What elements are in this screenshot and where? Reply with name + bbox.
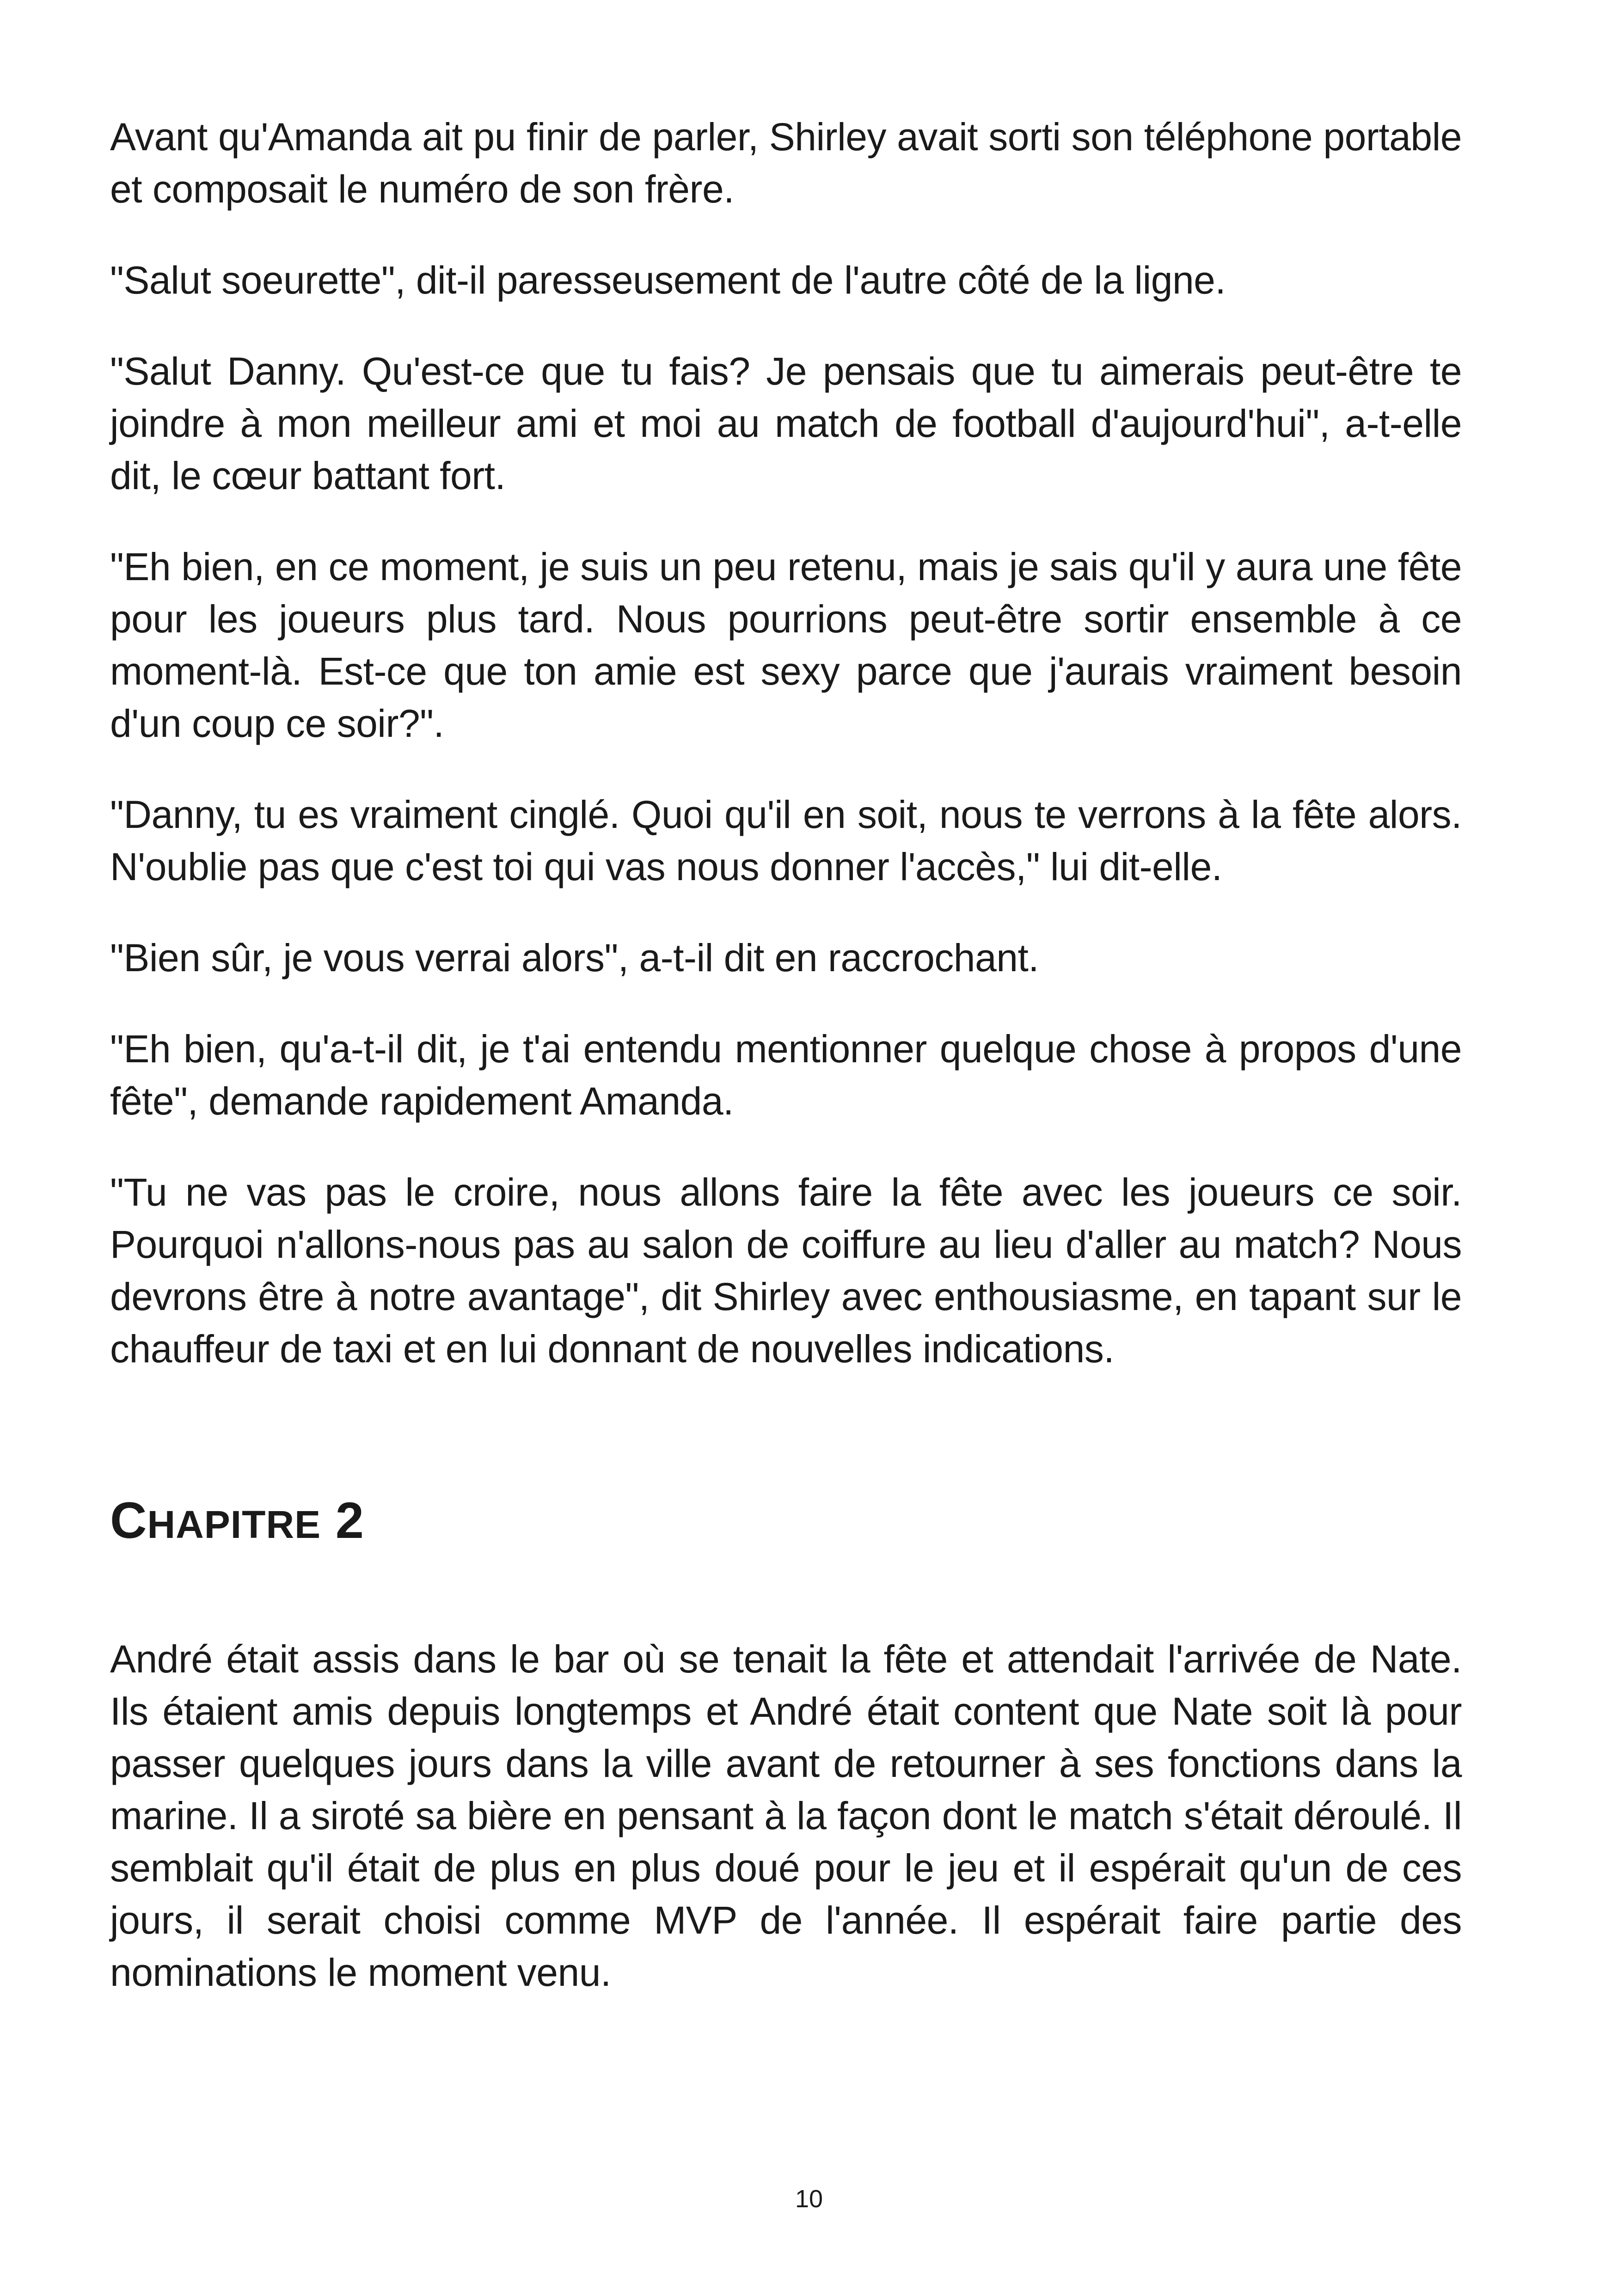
paragraph: "Eh bien, en ce moment, je suis un peu retenu, mais je sais qu'il y aura une fête pour les joueurs plus tard. Nous pourrions peut-être sortir ensemble à ce moment-là. Est-ce que ton amie est sexy parce que j'aurais vraiment besoin d'un coup ce soir?". (110, 545, 1462, 745)
paragraph: "Salut Danny. Qu'est-ce que tu fais? Je pensais que tu aimerais peut-être te joindre à mon meilleur ami et moi au match de football d'aujourd'hui", a-t-elle dit, le cœur battant fort. (110, 349, 1462, 497)
page-number: 10 (795, 2185, 823, 2213)
paragraph: "Bien sûr, je vous verrai alors", a-t-il dit en raccrochant. (110, 936, 1039, 980)
chapter-heading (110, 1491, 1462, 1555)
paragraph: "Tu ne vas pas le croire, nous allons faire la fête avec les joueurs ce soir. Pourquoi n'allons-nous pas au salon de coiffure au lieu d'aller au match? Nous devrons être à notre avantage", dit Shirley avec enthousiasme, en tapant sur le chauffeur de taxi et en lui donnant de nouvelles indications. (110, 1170, 1462, 1371)
paragraph: "Eh bien, qu'a-t-il dit, je t'ai entendu mentionner quelque chose à propos d'une fête", demande rapidement Amanda. (110, 1027, 1462, 1123)
paragraph: "Salut soeurette", dit-il paresseusement de l'autre côté de la ligne. (110, 258, 1226, 302)
chapter-first-letter: C (110, 1492, 147, 1549)
paragraph: "Danny, tu es vraiment cinglé. Quoi qu'il en soit, nous te verrons à la fête alors. N'oublie pas que c'est toi qui vas nous donner l'accès," lui dit-elle. (110, 793, 1462, 888)
body-text (110, 111, 1462, 2038)
chapter-number: 2 (335, 1492, 364, 1549)
paragraph: Avant qu'Amanda ait pu finir de parler, Shirley avait sorti son téléphone portable et composait le numéro de son frère. (110, 115, 1462, 211)
paragraph: André était assis dans le bar où se tenait la fête et attendait l'arrivée de Nate. Ils étaient amis depuis longtemps et André était content que Nate soit là pour passer quelques jours dans la ville avant de retourner à ses fonctions dans la marine. Il a siroté sa bière en pensant à la façon dont le match s'était déroulé. Il semblait qu'il était de plus en plus doué pour le jeu et il espérait qu'un de ces jours, il serait choisi comme MVP de l'année. Il espérait faire partie des nominations le moment venu. (110, 1637, 1462, 1994)
chapter-word-rest: HAPITRE (147, 1503, 321, 1546)
